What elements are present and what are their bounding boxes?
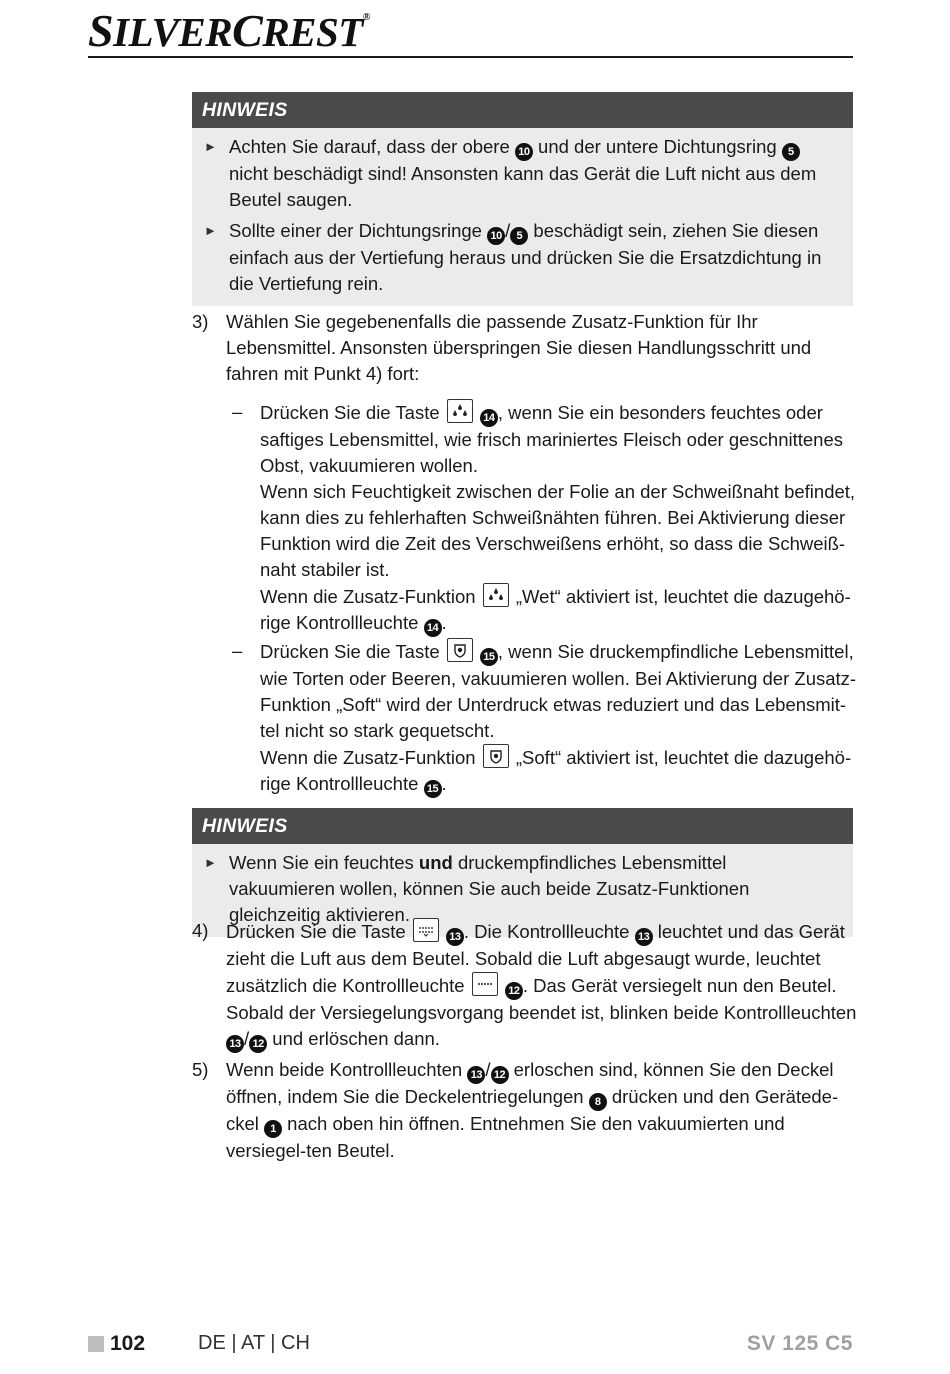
hinweis-item: ► Sollte einer der Dichtungsringe 10 / 5 beschädigt sein, ziehen Sie diesen einfach aus der Vertiefung heraus und drücken Sie die Ersatzdichtung in die Vertiefung rein.	[204, 220, 822, 294]
hinweis-title: HINWEIS	[192, 808, 853, 844]
model-number: SV 125 C5	[746, 1332, 853, 1355]
page-number: 102	[110, 1332, 146, 1355]
country-codes: DE | AT | CH	[198, 1332, 310, 1354]
vacuum-seal-icon	[413, 918, 439, 942]
step-5: 5) Wenn beide Kontrollleuchten 13 / 12 erloschen sind, können Sie den Deckel öffnen, indem Sie die Deckelentriegelungen 8 drücken und den Gerätede-ckel 1 nach oben hin öffnen. Entnehmen Sie den vakuumierten und versiegel-ten Beutel.	[192, 1059, 839, 1161]
sub-item-soft: – Drücken Sie die Taste 15 , wenn Sie druckempfindliche Lebensmittel, wie Torten oder Beeren, vakuumieren wollen. Bei Aktivierung der Zusatz-Funktion „Soft“ wird der Unterdruck etwas reduziert und das Lebensmit-tel nicht so stark gequetscht. Wenn die Zusatz-Funktion „Soft“ aktiviert ist, leuchtet die dazugehö-rige Kontrollleuchte 15 .	[232, 638, 857, 798]
soft-shield-icon	[483, 744, 509, 768]
wet-drops-icon	[447, 399, 473, 423]
step-3: 3) Wählen Sie gegebenenfalls die passende Zusatz-Funktion für Ihr Lebensmittel. Ansonsten überspringen Sie diesen Handlungsschritt und fahren mit Punkt 4) fort:	[192, 311, 812, 384]
hinweis-item: ► Achten Sie darauf, dass der obere 10 und der untere Dichtungsring 5 nicht beschädigt sind! Ansonsten kann das Gerät die Luft nicht aus dem Beutel saugen.	[204, 136, 817, 210]
sub-item-wet: – Drücken Sie die Taste 14 , wenn Sie ein besonders feuchtes oder saftiges Lebensmittel, wie frisch mariniertes Fleisch oder geschnittenes Obst, vakuumieren wollen. Wenn sich Feuchtigkeit zwischen der Folie an der Schweißnaht befindet, kann dies zu fehlerhaften Schweißnähten führen. Bei Aktivierung dieser Funktion wird die Zeit des Verschweißens erhöht, so dass die Schweiß-naht stabiler ist. Wenn die Zusatz-Funktion „Wet“ aktiviert ist, leuchtet die dazugehö-rige Kontrollleuchte 14 .	[232, 399, 857, 637]
seal-icon	[472, 972, 498, 996]
bullet-triangle-icon: ►	[204, 139, 217, 154]
step-4: 4) Drücken Sie die Taste 13 . Die Kontrollleuchte 13 leuchtet und das Gerät zieht die Luft aus dem Beutel. Sobald die Luft abgesaugt wurde, leuchtet zusätzlich die Kontrollleuchte 12 . Das Gerät versiegelt nun den Beutel. Sobald der Versiegelungsvorgang beendet ist, blinken beide Kontrollleuchten 13 / 12 und erlöschen dann.	[192, 918, 867, 1053]
footer-square	[88, 1336, 104, 1352]
soft-shield-icon	[447, 638, 473, 662]
brand-logo: SILVERCREST®	[88, 5, 370, 56]
bullet-triangle-icon: ►	[204, 223, 217, 238]
hinweis-title: HINWEIS	[192, 92, 853, 128]
page-footer	[88, 1332, 853, 1358]
hinweis-item: ► Wenn Sie ein feuchtes und druckempfindliches Lebensmittel vakuumieren wollen, können Sie auch beide Zusatz-Funktionen gleichzeitig aktivieren.	[204, 852, 750, 925]
header-rule	[88, 56, 853, 58]
hinweis-box-1	[192, 92, 853, 306]
bullet-triangle-icon: ►	[204, 855, 217, 870]
wet-drops-icon	[483, 583, 509, 607]
